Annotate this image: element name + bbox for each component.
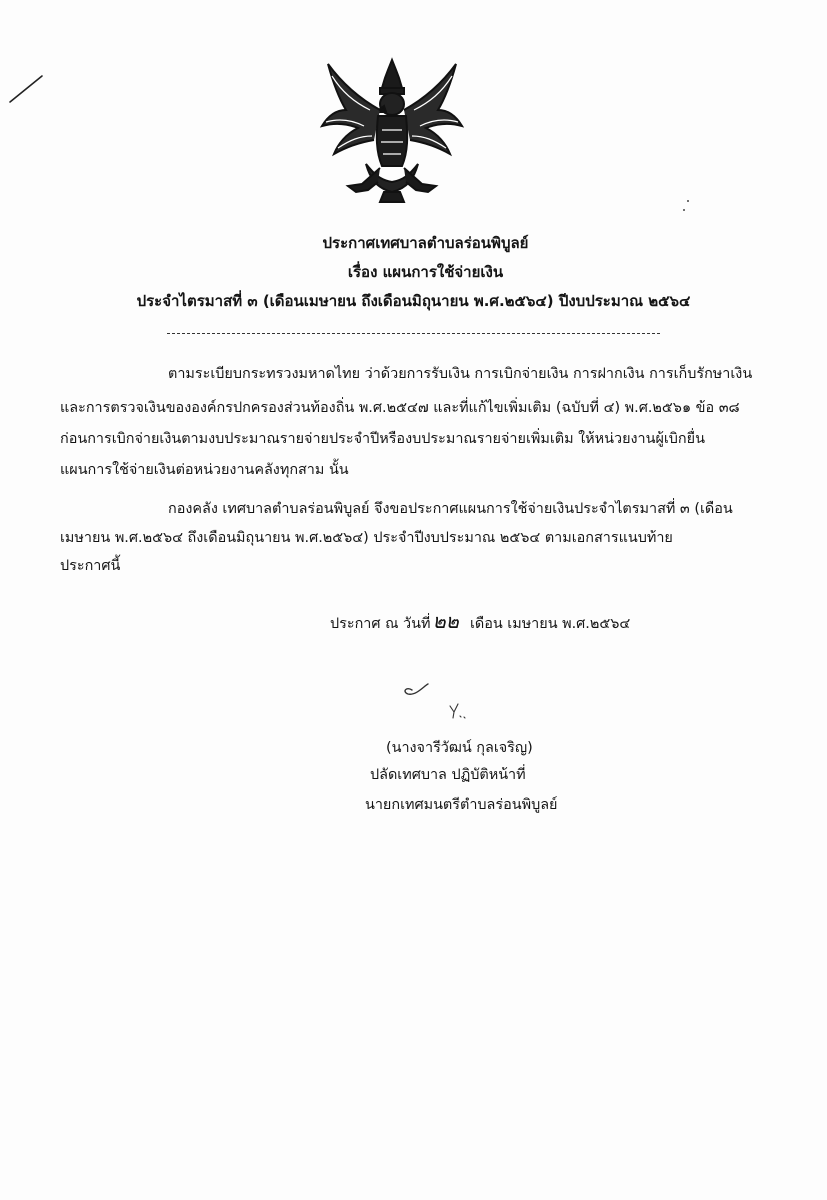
date-prefix: ประกาศ ณ วันที่ [330, 616, 431, 632]
announcement-period: ประจำไตรมาสที่ ๓ (เดือนเมษายน ถึงเดือนมิถุนายน พ.ศ.๒๕๖๔) ปีงบประมาณ ๒๕๖๔ [136, 292, 691, 310]
announcement-title: ประกาศเทศบาลตำบลร่อนพิบูลย์ [322, 234, 529, 252]
scan-speck [680, 198, 692, 214]
paragraph1-line: ก่อนการเบิกจ่ายเงินตามงบประมาณรายจ่ายประจำปีหรืองบประมาณรายจ่ายเพิ่มเติม ให้หน่วยงานผู้เบิกยื่น [60, 431, 705, 447]
handwritten-signature [398, 672, 478, 722]
paragraph2-line: ประกาศนี้ [60, 558, 121, 574]
paragraph1-line: และการตรวจเงินขององค์กรปกครองส่วนท้องถิ่น พ.ศ.๒๕๔๗ และที่แก้ไขเพิ่มเติม (ฉบับที่ ๔) พ.ศ.๒๕๖๑ ข้อ ๓๘ [60, 400, 740, 416]
announcement-subject: เรื่อง แผนการใช้จ่ายเงิน [347, 263, 504, 281]
stray-pen-mark [8, 70, 48, 110]
dashed-divider [167, 333, 660, 334]
handwritten-day: ๒๒ [432, 609, 459, 633]
garuda-emblem-icon [318, 56, 466, 206]
paragraph2-line: กองคลัง เทศบาลตำบลร่อนพิบูลย์ จึงขอประกาศแผนการใช้จ่ายเงินประจำไตรมาสที่ ๓ (เดือน [168, 501, 733, 517]
signatory-acting-as: นายกเทศมนตรีตำบลร่อนพิบูลย์ [365, 797, 558, 813]
paragraph1-line: แผนการใช้จ่ายเงินต่อหน่วยงานคลังทุกสาม นั้น [60, 462, 349, 478]
announcement-date [330, 611, 630, 634]
paragraph2-line: เมษายน พ.ศ.๒๕๖๔ ถึงเดือนมิถุนายน พ.ศ.๒๕๖๔) ประจำปีงบประมาณ ๒๕๖๔ ตามเอกสารแนบท้าย [60, 530, 673, 546]
paragraph1-line: ตามระเบียบกระทรวงมหาดไทย ว่าด้วยการรับเงิน การเบิกจ่ายเงิน การฝากเงิน การเก็บรักษาเงิน [168, 366, 753, 382]
signatory-position: ปลัดเทศบาล ปฏิบัติหน้าที่ [370, 767, 526, 783]
signatory-name: (นางจารีวัฒน์ กุลเจริญ) [386, 740, 533, 756]
date-suffix: เดือน เมษายน พ.ศ.๒๕๖๔ [469, 616, 631, 632]
